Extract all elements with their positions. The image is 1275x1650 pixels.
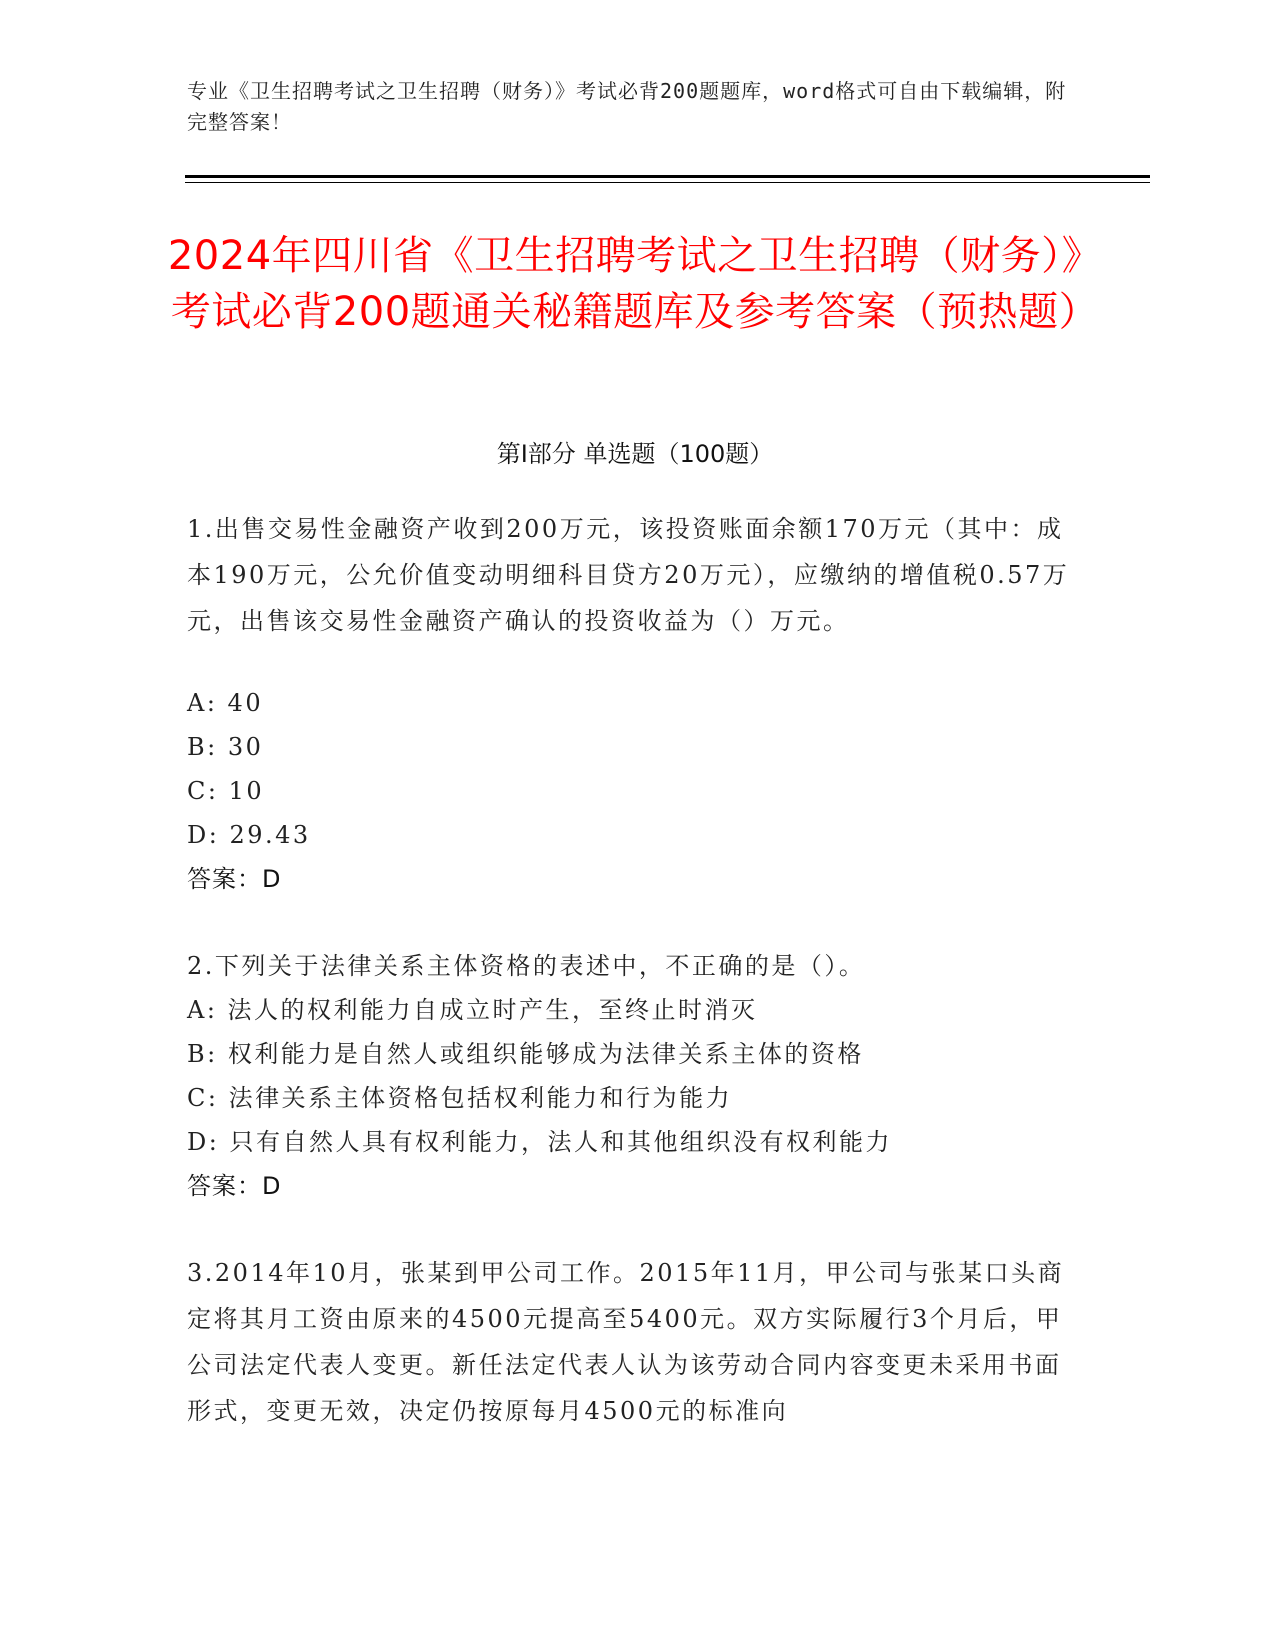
question-1-option-d: D: 29.43 [187,821,311,849]
question-2-option-c: C: 法律关系主体资格包括权利能力和行为能力 [187,1084,733,1112]
header-divider-thick [185,175,1150,178]
question-2-option-a: A: 法人的权利能力自成立时产生，至终止时消灭 [187,996,758,1024]
header-note: 专业《卫生招聘考试之卫生招聘（财务）》考试必背200题题库，word格式可自由下载编辑，附完整答案！ [187,79,1067,134]
question-1-option-a: A: 40 [187,689,264,717]
header-divider-thin [185,182,1150,183]
question-2-text: 2.下列关于法律关系主体资格的表述中，不正确的是（）。 [187,952,866,980]
document-title: 2024年四川省《卫生招聘考试之卫生招聘（财务）》考试必背200题通关秘籍题库及参考答案（预热题） [167,233,1103,335]
question-1-option-b: B: 30 [187,733,264,761]
question-1-answer: 答案：D [187,865,282,893]
question-1-option-c: C: 10 [187,777,265,805]
section-title: 第Ⅰ部分 单选题（100题） [496,440,774,468]
question-3-text: 3.2014年10月，张某到甲公司工作。2015年11月，甲公司与张某口头商定将其月工资由原来的4500元提高至5400元。双方实际履行3个月后，甲公司法定代表人变更。新任法定代表人认为该劳动合同内容变更未采用书面形式，变更无效，决定仍按原每月4500元的标准向 [187,1259,1065,1425]
question-1-text: 1.出售交易性金融资产收到200万元，该投资账面余额170万元（其中：成本190万元，公允价值变动明细科目贷方20万元），应缴纳的增值税0.57万元，出售该交易性金融资产确认的投资收益为（）万元。 [187,515,1070,635]
question-2-answer: 答案：D [187,1172,282,1200]
question-2-option-d: D: 只有自然人具有权利能力，法人和其他组织没有权利能力 [187,1128,892,1156]
question-2-option-b: B: 权利能力是自然人或组织能够成为法律关系主体的资格 [187,1040,864,1068]
